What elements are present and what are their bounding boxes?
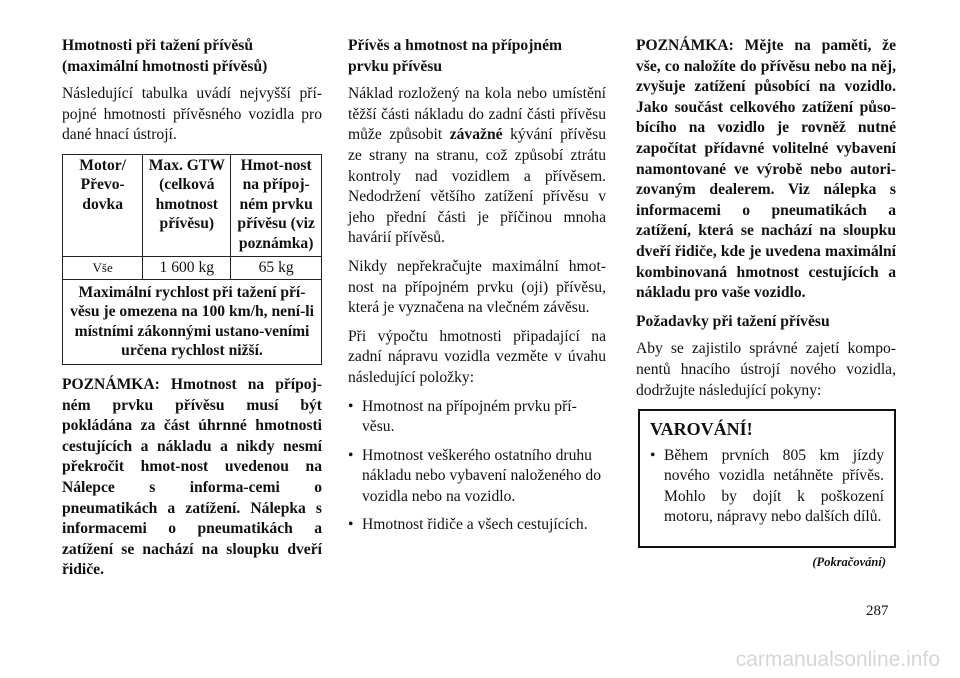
table-header-engine: Motor/ Převo-dovka xyxy=(63,154,143,257)
intro-paragraph: Následující tabulka uvádí nejvyšší pří-pojné hmotnosti přívěsného vozidla pro dané hnací ústrojí. xyxy=(62,85,322,144)
right-column xyxy=(636,36,896,573)
load-distribution-paragraph xyxy=(348,84,606,249)
list-item: • Hmotnost na přípojném prvku pří-věsu. xyxy=(348,397,606,438)
warning-title: VAROVÁNÍ! xyxy=(650,419,753,440)
table-cell-gtw: 1 600 kg xyxy=(143,257,231,280)
warning-list xyxy=(650,446,884,528)
table-cell-tongue-weight: 65 kg xyxy=(231,257,322,280)
load-note: POZNÁMKA: Mějte na paměti, že vše, co naložíte do přívěsu nebo na něj, zvyšuje zatížení působící na vozidlo. Jako součást celkového zatížení půso-bícího na vozidlo je rovněž nutné započítat přídavné volitelné vybavení namontované ve výrobě nebo autori-zovaným dealerem. Viz nálepka s informacemi o pneumatikách a zatížení, která se nachází na sloupku dveří řidiče, kde je uvedena maximální kombinovaná hmotnost cestujících a nákladu pro vaše vozidlo. xyxy=(636,37,896,302)
emphasis-word: závažné xyxy=(449,126,503,144)
max-tongue-paragraph: Nikdy nepřekračujte maximální hmot-nost na přípojném prvku (oji) přívěsu, která je vyznačena na vlečném závěsu. xyxy=(348,257,606,317)
tongue-weight-note: POZNÁMKA: Hmotnost na přípoj-ném prvku přívěsu musí být pokládána za část úhrnné hmotnosti cestujících a nákladu a nikdy nesmí překročit hmot-nost uvedenou na Nálepce s informa-cemi o pneumatikách a zatížení. Nálepka s informacemi o pneumatikách a zatížení se nachází na sloupku dveří řidiče. xyxy=(62,375,322,579)
list-item: • Hmotnost řidiče a všech cestujících. xyxy=(348,515,606,536)
table-header-row xyxy=(63,154,322,257)
towing-requirements-heading: Požadavky při tažení přívěsu xyxy=(636,312,830,330)
load-text-start: Náklad rozložený na kola nebo umístění těžší části nákladu do zadní části přívěsu může způsobit xyxy=(348,85,606,144)
table-header-gtw: Max. GTW (celková hmotnost přívěsu) xyxy=(143,154,231,257)
rear-axle-items-list xyxy=(348,397,606,537)
warning-item: • Během prvních 805 km jízdy nového vozidla netáhněte přívěs. Mohlo by dojít k poškození motoru, nápravy nebo dalších dílů. xyxy=(650,446,884,528)
page-number: 287 xyxy=(866,603,889,619)
watermark: carmanualsonline.info xyxy=(735,648,940,671)
left-column xyxy=(62,36,322,589)
tongue-weight-heading: Přívěs a hmotnost na přípojném prvku přívěsu xyxy=(348,37,562,75)
towing-weights-heading: Hmotnosti při tažení přívěsů (maximální hmotnosti přívěsů) xyxy=(62,37,268,75)
warning-box xyxy=(638,409,896,548)
break-in-paragraph: Aby se zajistilo správné zajetí kompo-nentů hnacího ústrojí nového vozidla, dodržujte následující pokyny: xyxy=(636,340,896,399)
middle-column xyxy=(348,36,606,544)
table-header-tongue-weight: Hmot-nost na přípoj-ném prvku přívěsu (viz poznámka) xyxy=(231,154,322,257)
table-cell-engine: Vše xyxy=(63,257,143,280)
continued-label: (Pokračování) xyxy=(812,555,886,570)
calculation-paragraph: Při výpočtu hmotnosti připadající na zadní nápravu vozidla vezměte v úvahu následující položky: xyxy=(348,327,606,386)
list-item: • Hmotnost veškerého ostatního druhu nákladu nebo vybavení naloženého do vozidla nebo na vozidlo. xyxy=(348,446,606,508)
table-footer-row xyxy=(63,279,322,364)
table-row xyxy=(63,257,322,280)
load-text-end: kývání přívěsu ze strany na stranu, což způsobí ztrátu kontroly nad vozidlem a přívěsem. Nedodržení většího zatížení přívěsu v jeho přední části je příčinou mnoha havárií přívěsů. xyxy=(348,126,606,247)
max-speed-note: Maximální rychlost při tažení pří-věsu je omezena na 100 km/h, není-li místními zákonnými ustano-veními určena rychlost nižší. xyxy=(63,279,322,364)
trailer-weight-table xyxy=(62,154,322,365)
